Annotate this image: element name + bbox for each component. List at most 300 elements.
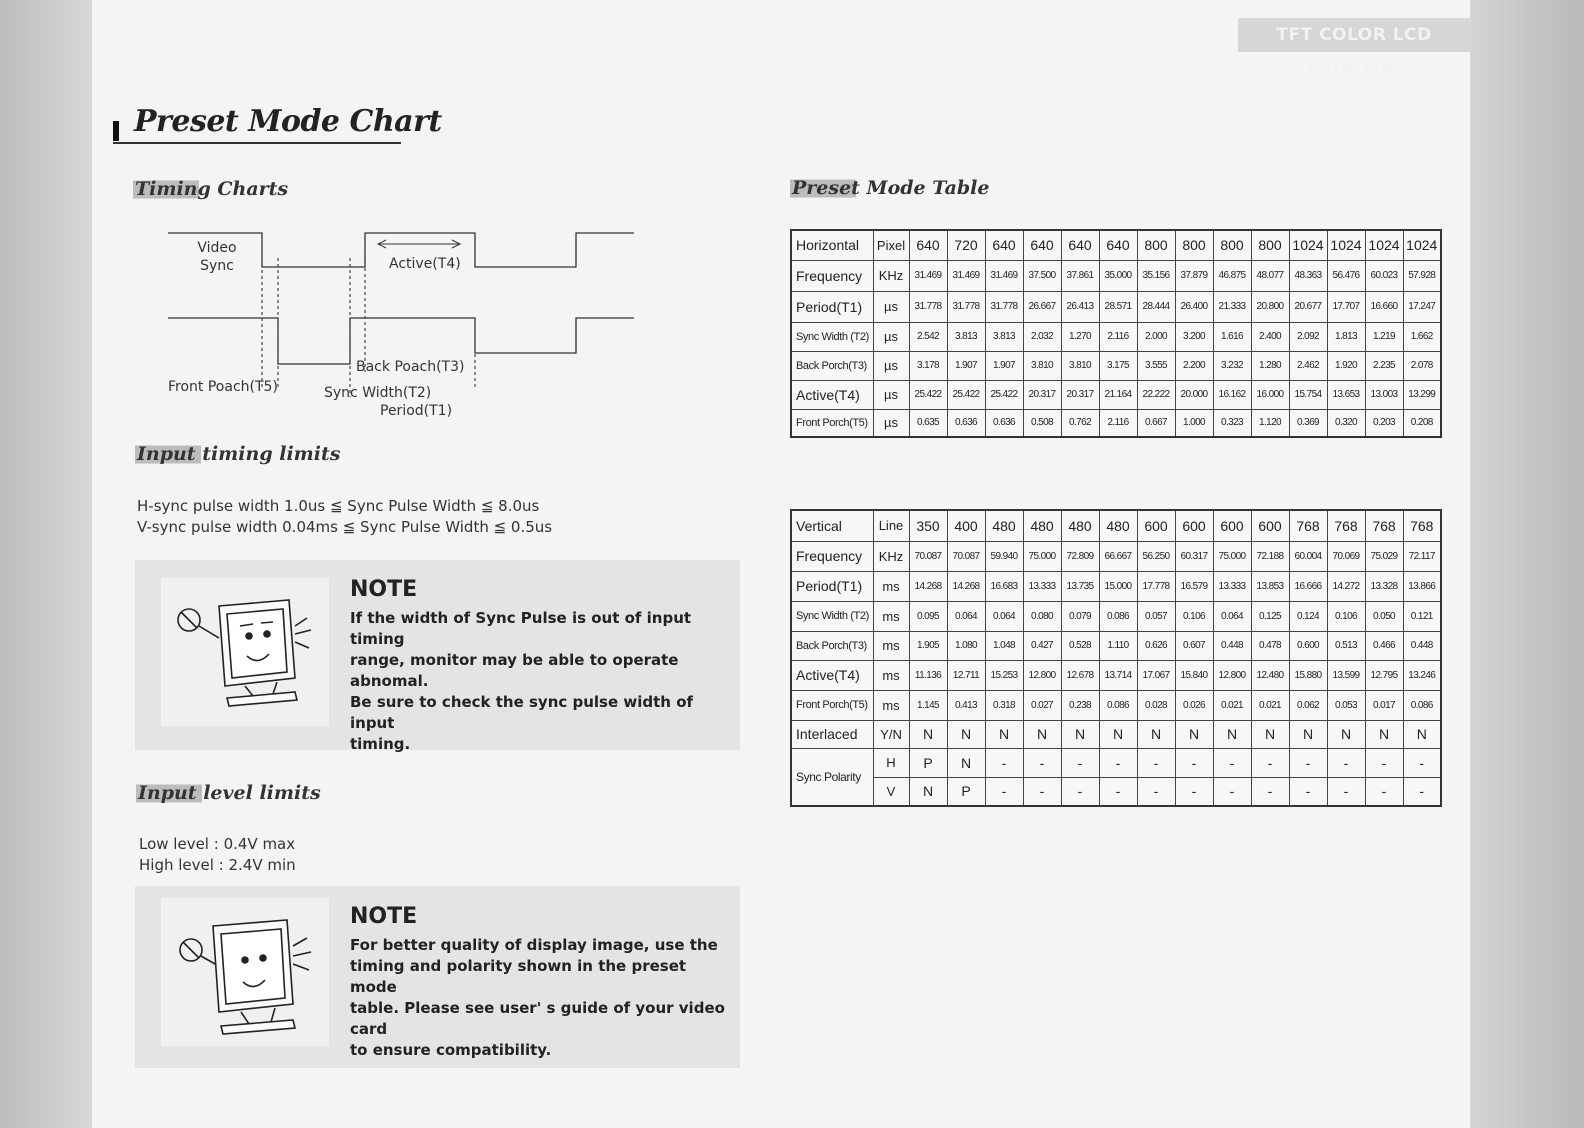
back-poach-label: Back Poach(T3) — [356, 359, 465, 375]
row-unit: µs — [873, 351, 909, 380]
table-cell: P — [947, 777, 985, 806]
table-cell: 28.444 — [1137, 291, 1175, 322]
sync-width-label: Sync Width(T2) — [324, 385, 432, 401]
table-cell: 35.156 — [1137, 260, 1175, 291]
table-cell: 1.110 — [1099, 631, 1137, 660]
section-timing-charts: Timing Charts — [133, 177, 292, 201]
table-cell: - — [985, 777, 1023, 806]
table-cell: 0.208 — [1403, 409, 1441, 437]
table-cell: 2.078 — [1403, 351, 1441, 380]
hsync-limit: H-sync pulse width 1.0us ≦ Sync Pulse Width ≦ 8.0us — [137, 497, 540, 515]
row-label: Frequency — [791, 260, 873, 291]
row-label: Active(T4) — [791, 380, 873, 409]
table-cell: N — [1175, 720, 1213, 748]
table-row — [791, 230, 1441, 260]
table-cell: N — [1213, 720, 1251, 748]
table-cell: - — [1213, 748, 1251, 777]
table-cell: 25.422 — [985, 380, 1023, 409]
table-cell: 75.000 — [1213, 541, 1251, 571]
table-cell: - — [1251, 777, 1289, 806]
table-cell: 0.057 — [1137, 601, 1175, 631]
table-cell: 60.317 — [1175, 541, 1213, 571]
table-cell: 25.422 — [909, 380, 947, 409]
table-cell: 15.253 — [985, 660, 1023, 690]
table-cell: 12.711 — [947, 660, 985, 690]
table-cell: 768 — [1403, 510, 1441, 541]
table-cell: - — [1023, 748, 1061, 777]
table-cell: N — [909, 720, 947, 748]
table-cell: 1.907 — [947, 351, 985, 380]
table-cell: 72.809 — [1061, 541, 1099, 571]
table-cell: 0.050 — [1365, 601, 1403, 631]
table-cell: 28.571 — [1099, 291, 1137, 322]
row-unit: ms — [873, 601, 909, 631]
table-cell: N — [947, 720, 985, 748]
table-cell: 20.677 — [1289, 291, 1327, 322]
table-cell: 800 — [1137, 230, 1175, 260]
table-cell: 1024 — [1365, 230, 1403, 260]
table-cell: N — [1061, 720, 1099, 748]
table-cell: 35.000 — [1099, 260, 1137, 291]
table-cell: 0.021 — [1213, 690, 1251, 720]
table-cell: 37.861 — [1061, 260, 1099, 291]
table-cell: 600 — [1175, 510, 1213, 541]
note-1-line: timing. — [350, 735, 411, 753]
sync-waveform — [168, 318, 634, 364]
table-cell: 640 — [1023, 230, 1061, 260]
active-arrow — [378, 240, 460, 248]
row-unit: ms — [873, 660, 909, 690]
table-cell: - — [1289, 748, 1327, 777]
table-cell: N — [1289, 720, 1327, 748]
row-unit: Line — [873, 510, 909, 541]
table-cell: 2.116 — [1099, 409, 1137, 437]
table-cell: 22.222 — [1137, 380, 1175, 409]
table-cell: 0.323 — [1213, 409, 1251, 437]
table-cell: 56.250 — [1137, 541, 1175, 571]
table-cell: - — [1403, 748, 1441, 777]
table-cell: 14.268 — [947, 571, 985, 601]
table-cell: N — [1251, 720, 1289, 748]
table-row — [791, 748, 1441, 777]
table-cell: 57.928 — [1403, 260, 1441, 291]
table-cell: 2.092 — [1289, 322, 1327, 351]
table-cell: 640 — [985, 230, 1023, 260]
table-cell: - — [1365, 777, 1403, 806]
table-cell: 0.607 — [1175, 631, 1213, 660]
note-1-line: Be sure to check the sync pulse width of input — [350, 693, 694, 732]
table-cell: - — [1175, 748, 1213, 777]
table-cell: 3.555 — [1137, 351, 1175, 380]
note-2-line: to ensure compatibility. — [350, 1041, 552, 1059]
low-level-limit: Low level : 0.4V max — [139, 835, 296, 853]
note-2-line: timing and polarity shown in the preset mode — [350, 957, 687, 996]
table-cell: 480 — [1099, 510, 1137, 541]
table-cell: - — [1099, 748, 1137, 777]
table-cell: 1024 — [1289, 230, 1327, 260]
table-cell: 1.080 — [947, 631, 985, 660]
table-cell: 480 — [1023, 510, 1061, 541]
title-marker — [113, 121, 119, 141]
row-label: Interlaced — [791, 720, 873, 748]
row-unit: ms — [873, 631, 909, 660]
table-cell: 0.064 — [1213, 601, 1251, 631]
table-cell: 13.299 — [1403, 380, 1441, 409]
table-cell: 800 — [1251, 230, 1289, 260]
row-unit: ms — [873, 690, 909, 720]
active-t4-label: Active(T4) — [389, 256, 461, 272]
table-cell: 2.116 — [1099, 322, 1137, 351]
table-cell: 16.579 — [1175, 571, 1213, 601]
table-cell: 480 — [1061, 510, 1099, 541]
row-label: Back Porch(T3) — [791, 351, 873, 380]
table-cell: N — [1137, 720, 1175, 748]
table-row — [791, 322, 1441, 351]
table-cell: 13.866 — [1403, 571, 1441, 601]
table-row — [791, 777, 1441, 806]
video-label: Video — [197, 240, 237, 256]
table-cell: 0.667 — [1137, 409, 1175, 437]
table-cell: 17.707 — [1327, 291, 1365, 322]
row-unit: Y/N — [873, 720, 909, 748]
table-cell: 17.778 — [1137, 571, 1175, 601]
table-cell: 1.270 — [1061, 322, 1099, 351]
table-cell: 12.678 — [1061, 660, 1099, 690]
table-cell: 350 — [909, 510, 947, 541]
sync-label: Sync — [200, 258, 234, 274]
table-cell: 60.004 — [1289, 541, 1327, 571]
table-cell: 20.800 — [1251, 291, 1289, 322]
table-cell: 75.000 — [1023, 541, 1061, 571]
table-row — [791, 510, 1441, 541]
table-cell: 16.000 — [1251, 380, 1289, 409]
table-cell: - — [1137, 777, 1175, 806]
table-cell: 16.683 — [985, 571, 1023, 601]
table-cell: 0.095 — [909, 601, 947, 631]
table-cell: 37.879 — [1175, 260, 1213, 291]
table-cell: 1024 — [1403, 230, 1441, 260]
monitor-mascot-icon — [161, 898, 329, 1046]
note-illustration-1 — [161, 578, 329, 726]
table-cell: 31.778 — [985, 291, 1023, 322]
table-cell: 17.067 — [1137, 660, 1175, 690]
table-cell: 1.905 — [909, 631, 947, 660]
table-cell: 0.017 — [1365, 690, 1403, 720]
table-cell: 1024 — [1327, 230, 1365, 260]
table-cell: 1.920 — [1327, 351, 1365, 380]
table-cell: 70.069 — [1327, 541, 1365, 571]
table-cell: 3.813 — [985, 322, 1023, 351]
table-cell: 0.121 — [1403, 601, 1441, 631]
table-cell: - — [1365, 748, 1403, 777]
row-label: Frequency — [791, 541, 873, 571]
row-unit: KHz — [873, 541, 909, 571]
table-cell: 48.077 — [1251, 260, 1289, 291]
table-cell: 46.875 — [1213, 260, 1251, 291]
table-cell: - — [1213, 777, 1251, 806]
table-cell: 0.064 — [947, 601, 985, 631]
table-cell: 15.754 — [1289, 380, 1327, 409]
table-cell: 1.662 — [1403, 322, 1441, 351]
table-cell: 640 — [1061, 230, 1099, 260]
table-cell: 0.053 — [1327, 690, 1365, 720]
table-cell: 12.800 — [1023, 660, 1061, 690]
header-brand: TFT COLOR LCD MONITOR — [1238, 18, 1470, 52]
row-unit: µs — [873, 291, 909, 322]
table-cell: 0.636 — [947, 409, 985, 437]
table-cell: 0.062 — [1289, 690, 1327, 720]
table-cell: 26.400 — [1175, 291, 1213, 322]
table-cell: N — [985, 720, 1023, 748]
note-illustration-2 — [161, 898, 329, 1046]
table-cell: 0.478 — [1251, 631, 1289, 660]
table-cell: 20.317 — [1061, 380, 1099, 409]
row-label: Period(T1) — [791, 571, 873, 601]
table-cell: 12.480 — [1251, 660, 1289, 690]
table-cell: 3.232 — [1213, 351, 1251, 380]
vsync-limit: V-sync pulse width 0.04ms ≦ Sync Pulse Width ≦ 0.5us — [137, 518, 553, 536]
table-cell: 21.164 — [1099, 380, 1137, 409]
table-row — [791, 631, 1441, 660]
table-cell: 31.469 — [985, 260, 1023, 291]
table-cell: 2.235 — [1365, 351, 1403, 380]
table-cell: 0.320 — [1327, 409, 1365, 437]
table-cell: 13.599 — [1327, 660, 1365, 690]
table-cell: 0.086 — [1099, 690, 1137, 720]
table-cell: 12.800 — [1213, 660, 1251, 690]
table-cell: 3.200 — [1175, 322, 1213, 351]
table-row — [791, 601, 1441, 631]
note-2-line: table. Please see user' s guide of your video card — [350, 999, 725, 1038]
table-cell: 13.246 — [1403, 660, 1441, 690]
title-underline — [113, 142, 401, 144]
table-cell: 0.635 — [909, 409, 947, 437]
table-cell: 70.087 — [909, 541, 947, 571]
table-cell: 1.616 — [1213, 322, 1251, 351]
table-cell: 0.600 — [1289, 631, 1327, 660]
front-poach-label: Front Poach(T5) — [168, 379, 278, 395]
table-cell: 3.810 — [1061, 351, 1099, 380]
table-cell: 0.427 — [1023, 631, 1061, 660]
row-label: Horizontal — [791, 230, 873, 260]
table-cell: 0.086 — [1099, 601, 1137, 631]
table-cell: 37.500 — [1023, 260, 1061, 291]
table-cell: 26.667 — [1023, 291, 1061, 322]
table-cell: 2.032 — [1023, 322, 1061, 351]
horizontal-timing-table — [790, 229, 1442, 438]
table-cell: 0.762 — [1061, 409, 1099, 437]
table-cell: 31.778 — [947, 291, 985, 322]
table-cell: 14.272 — [1327, 571, 1365, 601]
row-label: Vertical — [791, 510, 873, 541]
table-cell: 13.714 — [1099, 660, 1137, 690]
table-row — [791, 380, 1441, 409]
period-label: Period(T1) — [380, 403, 453, 419]
table-cell: 13.653 — [1327, 380, 1365, 409]
table-cell: 13.735 — [1061, 571, 1099, 601]
table-cell: - — [1327, 777, 1365, 806]
note-2-title: NOTE — [350, 904, 418, 929]
table-row — [791, 291, 1441, 322]
table-cell: 800 — [1213, 230, 1251, 260]
table-cell: 3.178 — [909, 351, 947, 380]
table-cell: P — [909, 748, 947, 777]
table-cell: 66.667 — [1099, 541, 1137, 571]
table-cell: 14.268 — [909, 571, 947, 601]
table-cell: N — [947, 748, 985, 777]
table-cell: - — [1289, 777, 1327, 806]
table-cell: 31.469 — [909, 260, 947, 291]
table-cell: 2.400 — [1251, 322, 1289, 351]
table-cell: 0.079 — [1061, 601, 1099, 631]
table-cell: 48.363 — [1289, 260, 1327, 291]
table-cell: 0.318 — [985, 690, 1023, 720]
table-cell: 31.469 — [947, 260, 985, 291]
table-cell: 15.000 — [1099, 571, 1137, 601]
table-cell: 13.003 — [1365, 380, 1403, 409]
table-cell: 600 — [1213, 510, 1251, 541]
table-cell: 2.000 — [1137, 322, 1175, 351]
table-cell: 26.413 — [1061, 291, 1099, 322]
table-cell: 0.238 — [1061, 690, 1099, 720]
table-cell: 0.448 — [1403, 631, 1441, 660]
table-cell: 1.280 — [1251, 351, 1289, 380]
table-cell: 15.880 — [1289, 660, 1327, 690]
table-cell: 16.660 — [1365, 291, 1403, 322]
table-cell: N — [1403, 720, 1441, 748]
note-1-title: NOTE — [350, 577, 418, 602]
table-cell: 0.028 — [1137, 690, 1175, 720]
table-cell: 13.333 — [1023, 571, 1061, 601]
table-row — [791, 409, 1441, 437]
row-label: Sync Width (T2) — [791, 322, 873, 351]
table-cell: N — [1327, 720, 1365, 748]
table-cell: 0.026 — [1175, 690, 1213, 720]
table-cell: 0.369 — [1289, 409, 1327, 437]
table-cell: 0.064 — [985, 601, 1023, 631]
table-row — [791, 660, 1441, 690]
table-cell: 0.466 — [1365, 631, 1403, 660]
table-cell: 0.086 — [1403, 690, 1441, 720]
row-label: Back Porch(T3) — [791, 631, 873, 660]
table-cell: 480 — [985, 510, 1023, 541]
table-cell: 768 — [1327, 510, 1365, 541]
table-cell: 31.778 — [909, 291, 947, 322]
table-cell: 640 — [909, 230, 947, 260]
table-cell: 16.666 — [1289, 571, 1327, 601]
table-cell: 1.120 — [1251, 409, 1289, 437]
sync-polarity-label: Sync Polarity — [791, 748, 873, 806]
table-cell: 13.328 — [1365, 571, 1403, 601]
table-row — [791, 260, 1441, 291]
table-cell: 2.200 — [1175, 351, 1213, 380]
table-cell: N — [909, 777, 947, 806]
table-cell: N — [1023, 720, 1061, 748]
table-row — [791, 720, 1441, 748]
table-cell: 768 — [1289, 510, 1327, 541]
table-cell: 0.106 — [1327, 601, 1365, 631]
table-cell: 1.907 — [985, 351, 1023, 380]
row-unit: µs — [873, 322, 909, 351]
table-cell: 12.795 — [1365, 660, 1403, 690]
vertical-timing-table — [790, 509, 1442, 807]
table-cell: 16.162 — [1213, 380, 1251, 409]
table-cell: 1.813 — [1327, 322, 1365, 351]
section-input-timing-limits: Input timing limits — [135, 442, 344, 466]
scan-edge-left — [0, 0, 92, 1128]
row-unit: µs — [873, 409, 909, 437]
table-cell: - — [1099, 777, 1137, 806]
table-cell: 56.476 — [1327, 260, 1365, 291]
table-cell: 11.136 — [909, 660, 947, 690]
table-cell: N — [1365, 720, 1403, 748]
table-cell: 400 — [947, 510, 985, 541]
table-cell: 0.021 — [1251, 690, 1289, 720]
scan-edge-right — [1470, 0, 1584, 1128]
row-unit: H — [873, 748, 909, 777]
row-unit: µs — [873, 380, 909, 409]
note-1-body — [350, 608, 730, 755]
table-cell: 600 — [1251, 510, 1289, 541]
table-cell: 1.000 — [1175, 409, 1213, 437]
table-cell: 1.145 — [909, 690, 947, 720]
table-row — [791, 541, 1441, 571]
table-cell: 0.124 — [1289, 601, 1327, 631]
section-input-level-limits: Input level limits — [136, 781, 325, 805]
table-cell: - — [1251, 748, 1289, 777]
table-cell: 2.462 — [1289, 351, 1327, 380]
table-cell: 3.813 — [947, 322, 985, 351]
table-cell: 21.333 — [1213, 291, 1251, 322]
page-title: Preset Mode Chart — [134, 104, 442, 139]
row-label: Active(T4) — [791, 660, 873, 690]
table-cell: 0.027 — [1023, 690, 1061, 720]
row-label: Front Porch(T5) — [791, 690, 873, 720]
table-cell: 768 — [1365, 510, 1403, 541]
table-cell: 0.203 — [1365, 409, 1403, 437]
video-sync-label — [196, 239, 238, 275]
table-cell: 20.000 — [1175, 380, 1213, 409]
table-cell: - — [1137, 748, 1175, 777]
table-cell: - — [1023, 777, 1061, 806]
table-row — [791, 571, 1441, 601]
row-label: Period(T1) — [791, 291, 873, 322]
table-cell: 59.940 — [985, 541, 1023, 571]
table-cell: - — [1061, 748, 1099, 777]
row-unit: KHz — [873, 260, 909, 291]
table-cell: 0.413 — [947, 690, 985, 720]
table-row — [791, 351, 1441, 380]
note-1-line: range, monitor may be able to operate abnomal. — [350, 651, 679, 690]
table-cell: 3.810 — [1023, 351, 1061, 380]
table-cell: 0.106 — [1175, 601, 1213, 631]
row-unit: ms — [873, 571, 909, 601]
table-cell: - — [1175, 777, 1213, 806]
table-cell: 13.853 — [1251, 571, 1289, 601]
table-cell: 15.840 — [1175, 660, 1213, 690]
table-cell: 0.080 — [1023, 601, 1061, 631]
table-cell: 720 — [947, 230, 985, 260]
table-cell: 70.087 — [947, 541, 985, 571]
section-preset-mode-table: Preset Mode Table — [790, 176, 993, 200]
table-cell: 2.542 — [909, 322, 947, 351]
table-cell: 72.117 — [1403, 541, 1441, 571]
table-cell: - — [985, 748, 1023, 777]
note-2-body — [350, 935, 730, 1061]
table-cell: 72.188 — [1251, 541, 1289, 571]
row-unit: Pixel — [873, 230, 909, 260]
table-cell: - — [1327, 748, 1365, 777]
